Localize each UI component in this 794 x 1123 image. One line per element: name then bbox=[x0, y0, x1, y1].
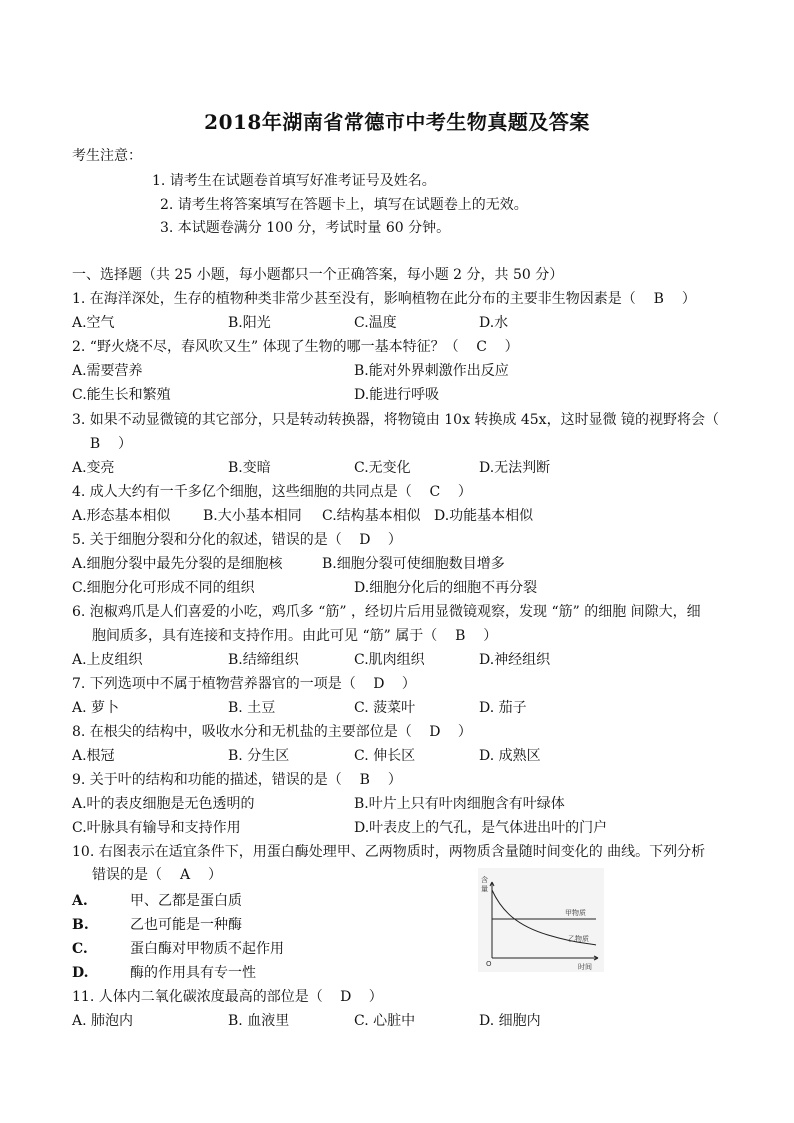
question-stem: 10. 右图表示在适宜条件下，用蛋白酶处理甲、乙两物质时，两物质含量随时间变化的 曲线。下列分析 bbox=[72, 844, 706, 860]
y-axis-label-2: 量 bbox=[481, 885, 488, 893]
option: C.温度 bbox=[354, 315, 397, 331]
option: A. 肺泡内 bbox=[72, 1013, 134, 1029]
notice-heading: 考生注意： bbox=[72, 148, 142, 164]
option: B.结缔组织 bbox=[228, 652, 299, 668]
option: C.肌肉组织 bbox=[354, 652, 425, 668]
option: D.无法判断 bbox=[479, 460, 551, 476]
option: C.能生长和繁殖 bbox=[72, 387, 171, 403]
notice-item: 3. 本试题卷满分 100 分，考试时量 60 分钟。 bbox=[160, 220, 451, 236]
option: D. 细胞内 bbox=[479, 1013, 541, 1029]
option: A.形态基本相似 bbox=[72, 508, 171, 524]
option: A.需要营养 bbox=[72, 363, 143, 379]
option: B. 土豆 bbox=[228, 700, 276, 716]
question-stem: 11. 人体内二氧化碳浓度最高的部位是（ D ） bbox=[72, 989, 383, 1005]
option-letter: D. bbox=[72, 965, 89, 981]
answer: D bbox=[359, 532, 371, 548]
notice-item: 2. 请考生将答案填写在答题卡上，填写在试题卷上的无效。 bbox=[160, 197, 528, 213]
option: D.水 bbox=[479, 315, 509, 331]
option: A. 萝卜 bbox=[72, 700, 120, 716]
option: 蛋白酶对甲物质不起作用 bbox=[130, 941, 284, 957]
option: B.变暗 bbox=[228, 460, 271, 476]
section-heading: 一、选择题（共 25 小题，每小题都只一个正确答案，每小题 2 分，共 50 分） bbox=[72, 267, 564, 283]
notice-item: 1. 请考生在试题卷首填写好准考证号及姓名。 bbox=[152, 173, 436, 189]
question-stem: 1. 在海洋深处，生存的植物种类非常少甚至没有，影响植物在此分布的主要非生物因素是（ B ） bbox=[72, 291, 696, 307]
option: B.阳光 bbox=[228, 315, 271, 331]
answer: B bbox=[455, 628, 466, 644]
option: B.大小基本相同 bbox=[203, 508, 302, 524]
option: C. 菠菜叶 bbox=[354, 700, 416, 716]
answer: B bbox=[359, 772, 370, 788]
origin-label: O bbox=[486, 960, 492, 968]
question-stem: 5. 关于细胞分裂和分化的叙述，错误的是（ D ） bbox=[72, 532, 402, 548]
option: A.根冠 bbox=[72, 748, 115, 764]
question-stem: 7. 下列选项中不属于植物营养器官的一项是（ D ） bbox=[72, 676, 416, 692]
series-label-jia: 甲物质 bbox=[565, 909, 586, 917]
x-axis-label: 时间 bbox=[578, 963, 592, 971]
answer: C bbox=[476, 339, 487, 355]
option-letter: A. bbox=[72, 893, 88, 909]
option: D.细胞分化后的细胞不再分裂 bbox=[354, 580, 538, 596]
option: A.细胞分裂中最先分裂的是细胞核 bbox=[72, 556, 283, 572]
option: D. 成熟区 bbox=[479, 748, 541, 764]
option: C.叶脉具有输导和支持作用 bbox=[72, 820, 241, 836]
enzyme-chart bbox=[478, 868, 604, 972]
option: C. 伸长区 bbox=[354, 748, 416, 764]
answer: B bbox=[89, 436, 101, 452]
option: B.细胞分裂可使细胞数目增多 bbox=[322, 556, 505, 572]
option: A.空气 bbox=[72, 315, 115, 331]
option: B.能对外界刺激作出反应 bbox=[354, 363, 509, 379]
option: 甲、乙都是蛋白质 bbox=[130, 893, 242, 909]
option: D.叶表皮上的气孔，是气体进出叶的门户 bbox=[354, 820, 608, 836]
option: 乙也可能是一种酶 bbox=[130, 917, 242, 933]
option-letter: C. bbox=[72, 941, 88, 957]
option: A.变亮 bbox=[72, 460, 115, 476]
option: B. 血液里 bbox=[228, 1013, 290, 1029]
option: C.无变化 bbox=[354, 460, 411, 476]
option: B. 分生区 bbox=[228, 748, 290, 764]
question-stem-cont: B ） bbox=[72, 435, 132, 453]
question-stem: 6. 泡椒鸡爪是人们喜爱的小吃，鸡爪多 “筋” ，经切片后用显微镜观察，发现 “筋” 的细胞 间隙大，细 bbox=[72, 604, 701, 620]
option: D.功能基本相似 bbox=[434, 508, 534, 524]
answer: A bbox=[179, 867, 191, 883]
option: D. 茄子 bbox=[479, 700, 527, 716]
option: C.结构基本相似 bbox=[322, 508, 421, 524]
question-stem: 2. “野火烧不尽，春风吹又生” 体现了生物的哪一基本特征？（ C ） bbox=[72, 339, 519, 355]
option: 酶的作用具有专一性 bbox=[130, 965, 256, 981]
answer: C bbox=[429, 484, 441, 500]
series-label-yi: 乙物质 bbox=[568, 935, 589, 943]
question-stem-cont: 错误的是（ A ） bbox=[92, 867, 222, 883]
page-title: 2018年湖南省常德市中考生物真题及答案 bbox=[204, 110, 590, 134]
question-stem: 4. 成人大约有一千多亿个细胞，这些细胞的共同点是（ C ） bbox=[72, 484, 472, 500]
answer: D bbox=[429, 724, 441, 740]
option: D.神经组织 bbox=[479, 652, 551, 668]
question-stem: 9. 关于叶的结构和功能的描述，错误的是（ B ） bbox=[72, 772, 402, 788]
option: A.叶的表皮细胞是无色透明的 bbox=[72, 796, 255, 812]
answer: D bbox=[340, 989, 352, 1005]
option: A.上皮组织 bbox=[72, 652, 143, 668]
option: C. 心脏中 bbox=[354, 1013, 416, 1029]
chart-background bbox=[478, 868, 604, 972]
question-stem: 3. 如果不动显微镜的其它部分，只是转动转换器，将物镜由 10x 转换成 45x，这时显微 镜的视野将会（ bbox=[72, 412, 720, 428]
y-axis-label-1: 含 bbox=[481, 876, 488, 884]
option: C.细胞分化可形成不同的组织 bbox=[72, 580, 255, 596]
option-letter: B. bbox=[72, 917, 89, 933]
option: B.叶片上只有叶肉细胞含有叶绿体 bbox=[354, 796, 565, 812]
question-stem-cont: 胞间质多，具有连接和支持作用。由此可见 “筋” 属于（ B ） bbox=[92, 628, 498, 644]
option: D.能进行呼吸 bbox=[354, 387, 440, 403]
question-stem: 8. 在根尖的结构中，吸收水分和无机盐的主要部位是（ D ） bbox=[72, 724, 472, 740]
answer: D bbox=[373, 676, 385, 692]
answer: B bbox=[653, 291, 664, 307]
